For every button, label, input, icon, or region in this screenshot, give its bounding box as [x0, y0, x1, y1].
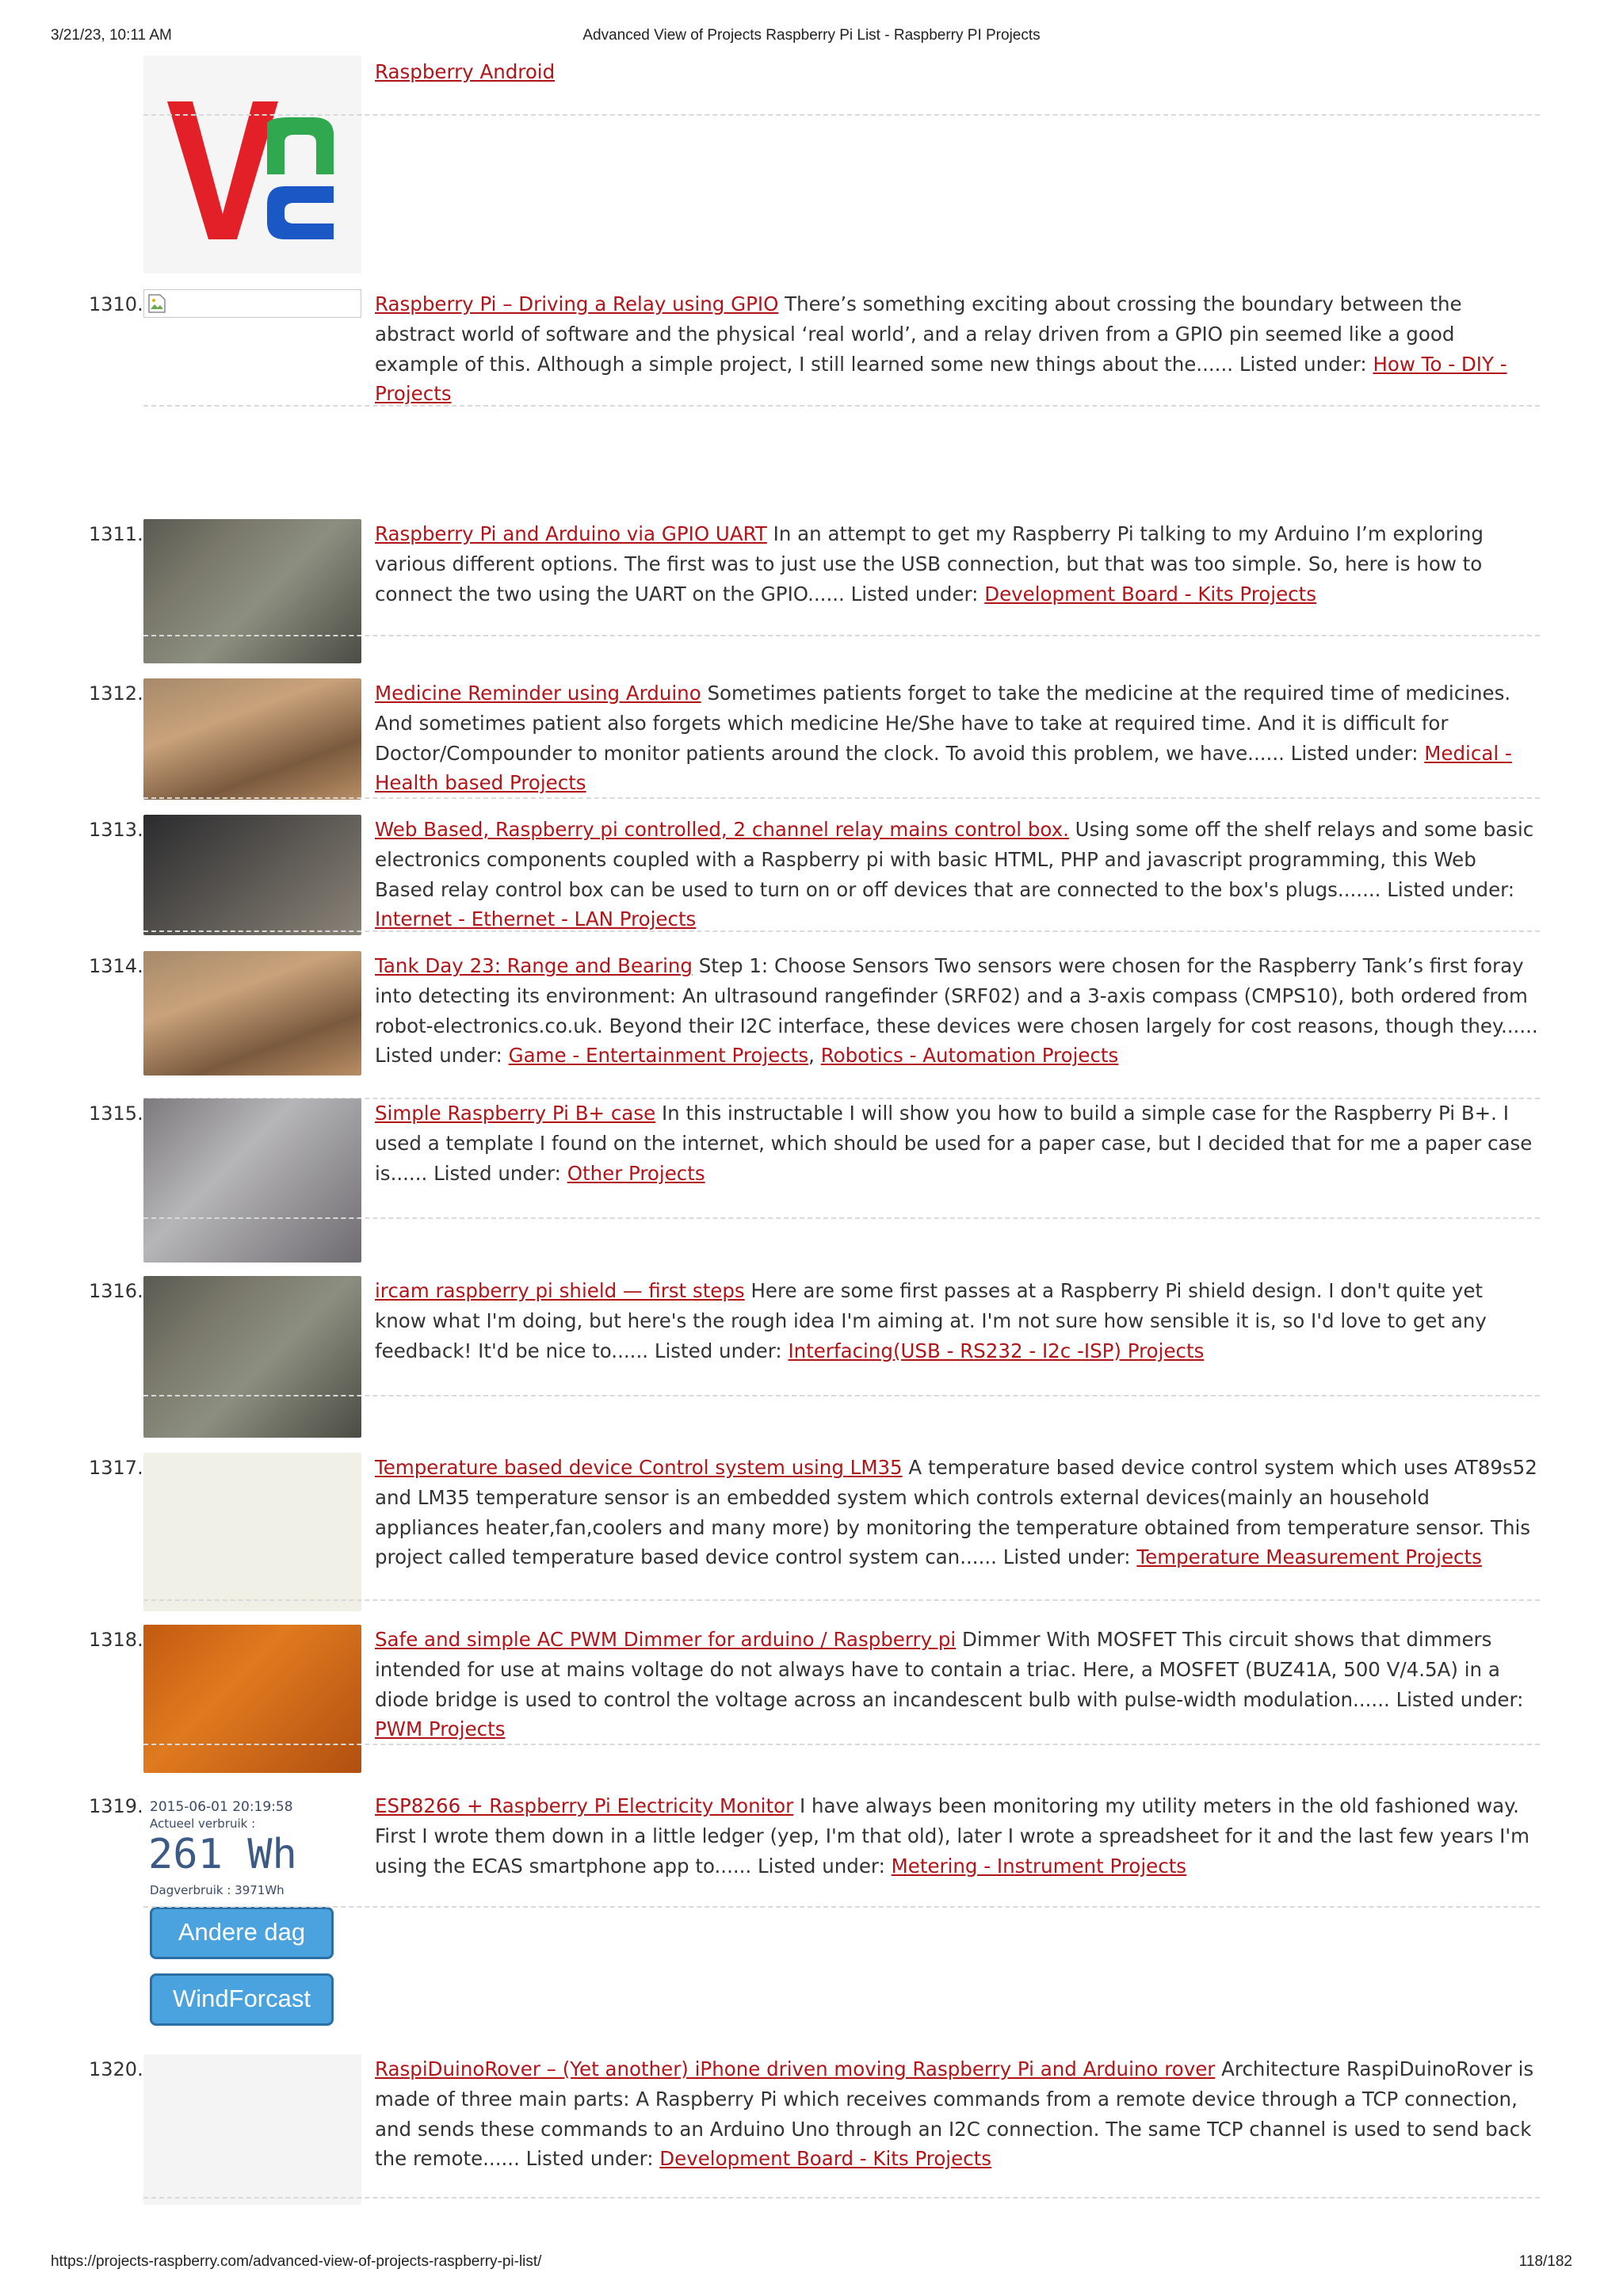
entry-number: 1311.	[89, 523, 143, 545]
print-page-number: 118/182	[1518, 2253, 1572, 2270]
entry-description: A temperature based device control system which uses AT89s52 and LM35 temperature sensor is an embedded system which controls external devices(mainly an household appliances heater,fan,coolers and many more) by monitoring the temperature obtained from temperature sensor. This project called temperature based device control system can...... Listed under:	[375, 1456, 1537, 1569]
entry-description: There’s something exciting about crossing the boundary between the abstract world of software and the physical ‘real world’, and a relay driven from a GPIO pin seemed like a good example of this. Although a simple project, I still learned some new things about the...... Listed under:	[375, 292, 1462, 376]
print-url: https://projects-raspberry.com/advanced-view-of-projects-raspberry-pi-list/	[51, 2253, 542, 2270]
entry-text	[375, 1453, 1540, 1572]
category-link[interactable]: Internet - Ethernet - LAN Projects	[375, 907, 697, 931]
entry-number: 1318.	[89, 1629, 143, 1651]
entry-title-link[interactable]: Temperature based device Control system using LM35	[375, 1456, 903, 1479]
separator	[143, 2197, 1540, 2199]
separator	[143, 405, 1540, 407]
meter-value: 261 Wh	[148, 1831, 297, 1878]
vnc-logo-icon	[143, 55, 361, 273]
entry-title-link[interactable]: ircam raspberry pi shield — first steps	[375, 1279, 745, 1302]
category-link[interactable]: Development Board - Kits Projects	[659, 2147, 992, 2171]
separator	[143, 114, 1540, 116]
entry-description: Step 1: Choose Sensors Two sensors were chosen for the Raspberry Tank’s first foray into detecting its environment: An ultrasound rangefinder (SRF02) and a 3-axis compass (CMPS10), both ordered from robot-electronics.co.uk. Beyond their I2C interface, these devices were chosen largely for cost reasons, though they...... Listed under:	[375, 954, 1538, 1068]
entry-text	[375, 1625, 1540, 1744]
entry-description: Dimmer With MOSFET This circuit shows that dimmers intended for use at mains voltage do not always have to contain a triac. Here, a MOSFET (BUZ41A, 500 V/4.5A) in a diode bridge is used to control the voltage across an incandescent bulb with pulse-width modulation...... Listed under:	[375, 1628, 1524, 1711]
print-header	[51, 27, 1572, 48]
entry-description: Architecture RaspiDuinoRover is made of three main parts: A Raspberry Pi which receives commands from a remote device through a TCP connection, and sends these commands to an Arduino Uno through an I2C connection. The same TCP channel is used to send back the remote...... Listed under:	[375, 2057, 1534, 2171]
entry-description: Here are some first passes at a Raspberry Pi shield design. I don't quite yet know what I'm doing, but here's the rough idea I'm aiming at. I'm not sure how sensible it is, so I'd love to get any feedback! It'd be nice to...... Listed under:	[375, 1279, 1487, 1362]
project-thumbnail	[143, 2054, 361, 2205]
entry-title-link[interactable]: Raspberry Android	[375, 60, 556, 83]
windforcast-button: WindForcast	[150, 1973, 334, 2026]
category-link[interactable]: Robotics - Automation Projects	[820, 1044, 1119, 1068]
meter-current-label: Actueel verbruik :	[150, 1817, 256, 1831]
print-datetime: 3/21/23, 10:11 AM	[51, 27, 172, 44]
entry-description: Sometimes patients forget to take the medicine at the required time of medicines. And sometimes patient also forgets which medicine He/She have to take at required time. And it is difficult for Doctor/Compounder to monitor patients around the clock. To avoid this problem, we have...... Listed under:	[375, 682, 1511, 765]
category-link[interactable]: Medical - Health based Projects	[375, 741, 1512, 795]
project-thumbnail	[143, 1276, 361, 1438]
entry-text	[375, 289, 1540, 409]
entry-title-link[interactable]: RaspiDuinoRover – (Yet another) iPhone driven moving Raspberry Pi and Arduino rover	[375, 2057, 1216, 2080]
category-link[interactable]: Other Projects	[567, 1161, 705, 1185]
separator	[143, 635, 1540, 636]
category-link[interactable]: Development Board - Kits Projects	[984, 582, 1316, 606]
project-thumbnail	[143, 1098, 361, 1263]
meter-timestamp: 2015-06-01 20:19:58	[150, 1799, 293, 1815]
print-footer	[51, 2253, 1572, 2274]
entry-number: 1315.	[89, 1102, 143, 1125]
entry-title-link[interactable]: Raspberry Pi and Arduino via GPIO UART	[375, 522, 767, 545]
meter-day-usage: Dagverbruik : 3971Wh	[150, 1883, 285, 1897]
entry-title-link[interactable]: Simple Raspberry Pi B+ case	[375, 1102, 656, 1125]
entry-title-link[interactable]: Web Based, Raspberry pi controlled, 2 channel relay mains control box.	[375, 818, 1069, 841]
electricity-meter-widget	[143, 1791, 361, 2037]
separator	[143, 1599, 1540, 1601]
category-link[interactable]: Game - Entertainment Projects	[508, 1044, 809, 1068]
entry-title-link[interactable]: Tank Day 23: Range and Bearing	[375, 954, 693, 977]
category-link[interactable]: PWM Projects	[375, 1717, 506, 1741]
category-link[interactable]: Interfacing(USB - RS232 - I2c -ISP) Projects	[788, 1339, 1205, 1362]
entry-text	[375, 519, 1540, 609]
vnc-logo-image	[143, 55, 361, 273]
category-link[interactable]: How To - DIY - Projects	[375, 352, 1507, 406]
entry-description: Using some off the shelf relays and some basic electronics components coupled with a Raspberry pi with basic HTML, PHP and javascript programming, this Web Based relay control box can be used to turn on or off devices that are connected to the box's plugs....... Listed under:	[375, 818, 1534, 901]
entry-description: In an attempt to get my Raspberry Pi talking to my Arduino I’m exploring various different options. The first was to just use the USB connection, but that was too simple. So, here is how to connect the two using the UART on the GPIO...... Listed under:	[375, 522, 1484, 606]
broken-image-icon	[147, 293, 166, 314]
entry-title-link[interactable]: Raspberry Pi – Driving a Relay using GPIO	[375, 292, 779, 315]
entry-text	[375, 951, 1540, 1071]
category-link[interactable]: Temperature Measurement Projects	[1136, 1545, 1482, 1569]
entry-title-link[interactable]: ESP8266 + Raspberry Pi Electricity Monitor	[375, 1794, 794, 1817]
separator	[143, 797, 1540, 799]
entry-text	[375, 1098, 1540, 1188]
broken-image	[143, 289, 361, 318]
entry-description: I have always been monitoring my utility meters in the old fashioned way. First I wrote them down in a little ledger (yep, I'm that old), later I wrote a spreadsheet for it and the last few years I'm using the ECAS smartphone app to...... Listed under:	[375, 1794, 1529, 1878]
project-thumbnail	[143, 951, 361, 1075]
category-link[interactable]: Metering - Instrument Projects	[891, 1854, 1187, 1878]
entry-text	[375, 2054, 1540, 2174]
entry-number: 1319.	[89, 1795, 143, 1817]
entry-number: 1317.	[89, 1457, 143, 1479]
entry-number: 1312.	[89, 682, 143, 705]
entry-number: 1320.	[89, 2058, 143, 2080]
project-thumbnail	[143, 1453, 361, 1611]
entry-number: 1313.	[89, 819, 143, 841]
entry-title-link[interactable]: Safe and simple AC PWM Dimmer for arduino / Raspberry pi	[375, 1628, 957, 1651]
print-page-title: Advanced View of Projects Raspberry Pi List - Raspberry PI Projects	[582, 27, 1041, 44]
entry-title-link[interactable]: Medicine Reminder using Arduino	[375, 682, 701, 705]
category-separator: ,	[808, 1044, 821, 1068]
entry-description: In this instructable I will show you how to build a simple case for the Raspberry Pi B+. I used a template I found on the internet, which should be used for a paper case, but I decided that for me a paper case is...... Listed under:	[375, 1102, 1533, 1185]
project-thumbnail	[143, 1625, 361, 1773]
other-day-button: Andere dag	[150, 1907, 334, 1959]
separator	[143, 1217, 1540, 1219]
entry-number: 1314.	[89, 955, 143, 977]
entry-number: 1316.	[89, 1280, 143, 1302]
entry-text	[375, 678, 1540, 798]
separator	[143, 930, 1540, 932]
separator	[143, 1744, 1540, 1745]
project-thumbnail	[143, 678, 361, 800]
project-thumbnail	[143, 519, 361, 663]
project-thumbnail	[143, 815, 361, 935]
separator	[143, 1395, 1540, 1396]
entry-text	[375, 57, 1540, 87]
entry-text	[375, 815, 1540, 934]
entry-text	[375, 1276, 1540, 1366]
entry-text	[375, 1791, 1540, 1881]
separator	[143, 1906, 1540, 1908]
entry-number: 1310.	[89, 293, 143, 315]
